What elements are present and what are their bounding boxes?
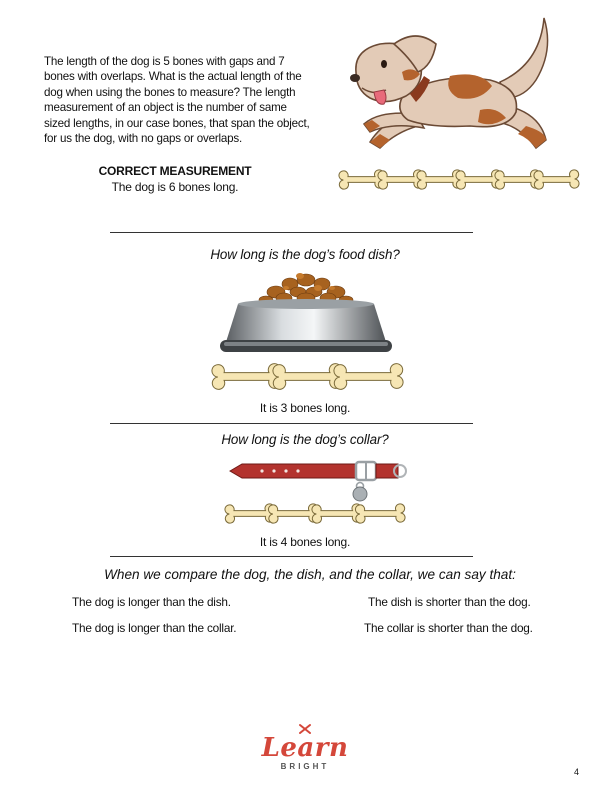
collar-bone-row	[228, 505, 404, 523]
bone-icon	[378, 170, 423, 189]
learn-bright-logo	[250, 722, 360, 771]
dish-bone-row	[216, 365, 400, 389]
bone-icon	[534, 170, 579, 189]
bone-icon	[268, 504, 318, 523]
dog-collar-icon	[228, 458, 408, 502]
bone-icon	[339, 170, 384, 189]
bone-icon	[334, 364, 403, 390]
divider-line	[110, 423, 473, 424]
statement-dog-collar: The dog is longer than the collar.	[72, 621, 237, 635]
bone-icon	[417, 170, 462, 189]
bone-icon	[495, 170, 540, 189]
food-dish-icon	[216, 268, 396, 360]
intro-paragraph: The length of the dog is 5 bones with gaps and 7 bones with overlaps. What is the actual length of the dog when using the bones to measure? The length measurement of an object is the number of same sized lengths, in our case bones, that span the object, for us the dog, with no gaps or overlaps.	[44, 55, 310, 146]
logo-sub: BRIGHT	[280, 762, 330, 771]
logo-word: Learn	[261, 733, 349, 763]
divider-line	[110, 232, 473, 233]
page-number: 4	[574, 767, 580, 777]
bone-icon	[456, 170, 501, 189]
bone-icon	[212, 364, 281, 390]
dish-answer: It is 3 bones long.	[259, 401, 351, 415]
bone-icon	[225, 504, 275, 523]
statement-dish-dog: The dish is shorter than the dog.	[368, 595, 531, 609]
collar-answer: It is 4 bones long.	[259, 535, 351, 549]
dog-illustration	[340, 14, 555, 164]
collar-question: How long is the dog’s collar?	[221, 432, 389, 447]
bone-icon	[273, 364, 342, 390]
bone-icon	[312, 504, 362, 523]
dog-bone-row	[342, 171, 578, 189]
compare-prompt: When we compare the dog, the dish, and the collar, we can say that:	[104, 567, 516, 582]
bone-icon	[355, 504, 405, 523]
divider-line	[110, 556, 473, 557]
correct-measurement-heading: CORRECT MEASUREMENT	[98, 164, 252, 178]
correct-measurement-text: The dog is 6 bones long.	[111, 180, 239, 194]
statement-collar-dog: The collar is shorter than the dog.	[364, 621, 533, 635]
dish-question: How long is the dog’s food dish?	[210, 247, 400, 262]
statement-dog-dish: The dog is longer than the dish.	[72, 595, 231, 609]
